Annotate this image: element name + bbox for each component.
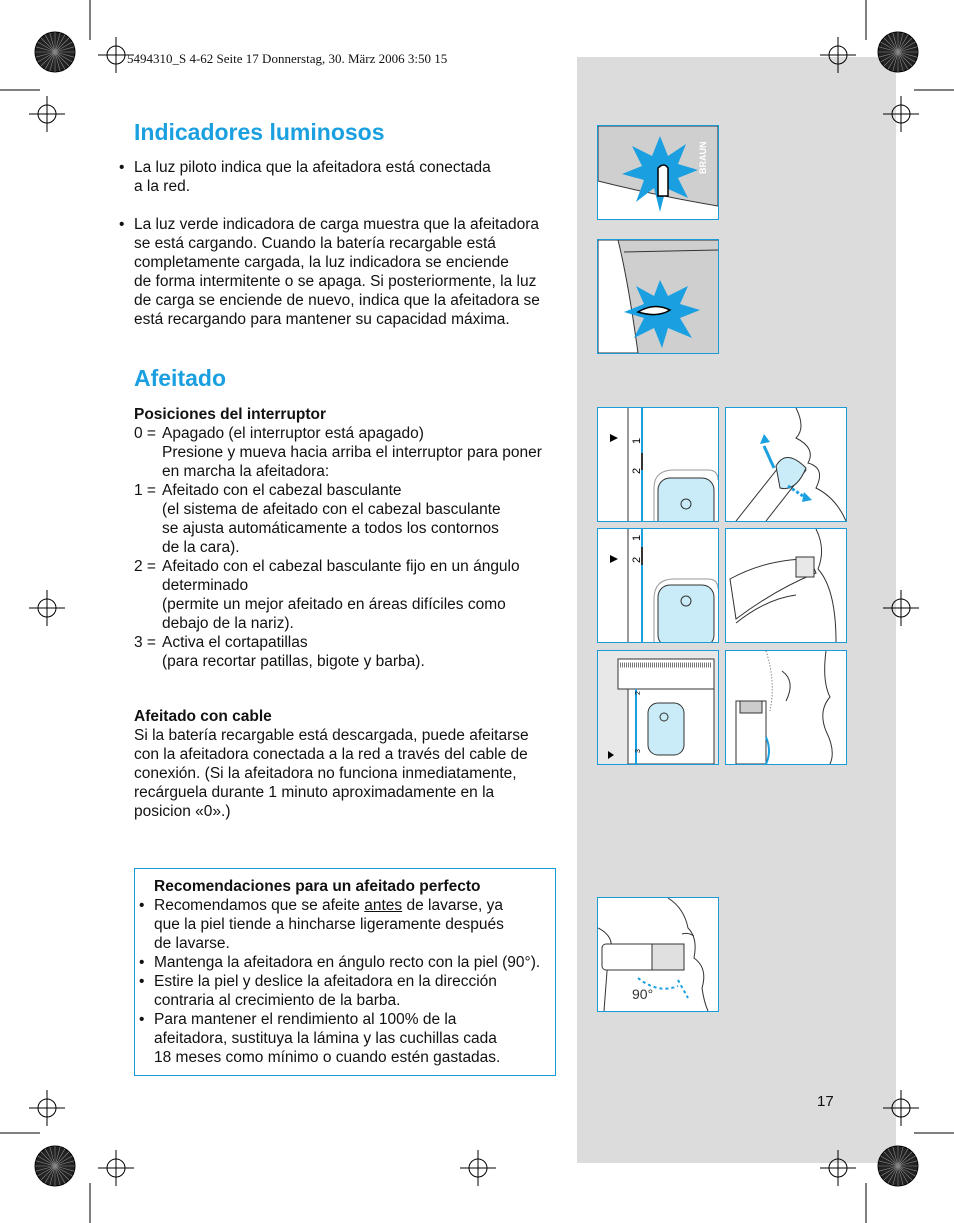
tips-heading: Recomendaciones para un afeitado perfecto bbox=[154, 878, 481, 895]
switch-positions bbox=[134, 405, 564, 671]
print-header: 5494310_S 4-62 Seite 17 Donnerstag, 30. März 2006 3:50 15 bbox=[127, 51, 448, 66]
bullet-dot: • bbox=[119, 216, 125, 233]
switch-heading: Posiciones del interruptor bbox=[134, 406, 327, 423]
position-2: 2 = Afeitado con el cabezal basculante fijo en un ángulo determinado (permite un mejor afeitado en áreas difíciles como debajo de la nariz). bbox=[134, 558, 520, 632]
figure-90-degree-angle bbox=[597, 897, 719, 1012]
figure-shaving-nose bbox=[725, 407, 847, 522]
tip-4: • Para mantener el rendimiento al 100% de la afeitadora, sustituya la lámina y las cuchillas cada 18 meses como mínimo o cuando estén gastadas. bbox=[139, 1011, 501, 1066]
tip-3: • Estire la piel y deslice la afeitadora en la dirección contraria al crecimiento de la barba. bbox=[139, 973, 497, 1009]
figure-trimmer-sideburn bbox=[725, 650, 847, 765]
cable-heading: Afeitado con cable bbox=[134, 708, 272, 725]
tips-box bbox=[134, 868, 556, 1076]
indicator-bullet-2: • La luz verde indicadora de carga muestra que la afeitadora se está cargando. Cuando la batería recargable está completamente cargada, la luz indicadora se enciende de forma intermitente o se apaga. Si posteriormente, la luz de carga se enciende de nuevo, indica que la afeitadora se está recargando para mantener su capacidad máxima. bbox=[119, 216, 540, 328]
figure-switch-position-1 bbox=[597, 407, 719, 522]
svg-text:1: 1 bbox=[631, 534, 643, 541]
angle-label: 90° bbox=[632, 986, 654, 1002]
svg-text:2: 2 bbox=[631, 467, 643, 474]
bullet-dot: • bbox=[119, 159, 125, 176]
figure-switch-position-2 bbox=[597, 528, 719, 643]
position-0: 0 = Apagado (el interruptor está apagado) Presione y mueva hacia arriba el interruptor para poner en marcha la afeitadora: bbox=[134, 425, 542, 480]
figure-switch-position-3 bbox=[597, 650, 719, 765]
figure-pilot-light bbox=[597, 125, 719, 220]
svg-text:2: 2 bbox=[635, 691, 642, 695]
svg-text:2: 2 bbox=[631, 556, 643, 563]
section-title-indicators: Indicadores luminosos bbox=[134, 119, 385, 145]
position-1: 1 = Afeitado con el cabezal basculante (el sistema de afeitado con el cabezal basculante se ajusta automáticamente a todos los contornos de la cara). bbox=[134, 482, 501, 556]
tip-2: • Mantenga la afeitadora en ángulo recto con la piel (90°). bbox=[139, 954, 541, 971]
brand-logo: BRAUN bbox=[698, 141, 708, 174]
figure-charge-light bbox=[597, 239, 719, 354]
svg-text:3: 3 bbox=[635, 749, 642, 753]
tip-1: • Recomendamos que se afeite antes de lavarse, ya que la piel tiende a hincharse ligeramente después de lavarse. bbox=[139, 897, 504, 952]
indicator-bullet-1: • La luz piloto indica que la afeitadora está conectada a la red. bbox=[119, 159, 491, 195]
figure-shaving-jaw bbox=[725, 528, 847, 643]
svg-text:1: 1 bbox=[631, 437, 643, 444]
cable-shaving: Afeitado con cable Si la batería recargable está descargada, puede afeitarse con la afeitadora conectada a la red a través del cable de conexión. (Si la afeitadora no funciona inmediatamente, recárguela durante 1 minuto aproximadamente en la posicion «0».) bbox=[134, 707, 564, 821]
section-title-shaving: Afeitado bbox=[134, 365, 226, 391]
page-number: 17 bbox=[817, 1093, 834, 1110]
position-3: 3 = Activa el cortapatillas (para recortar patillas, bigote y barba). bbox=[134, 634, 425, 670]
